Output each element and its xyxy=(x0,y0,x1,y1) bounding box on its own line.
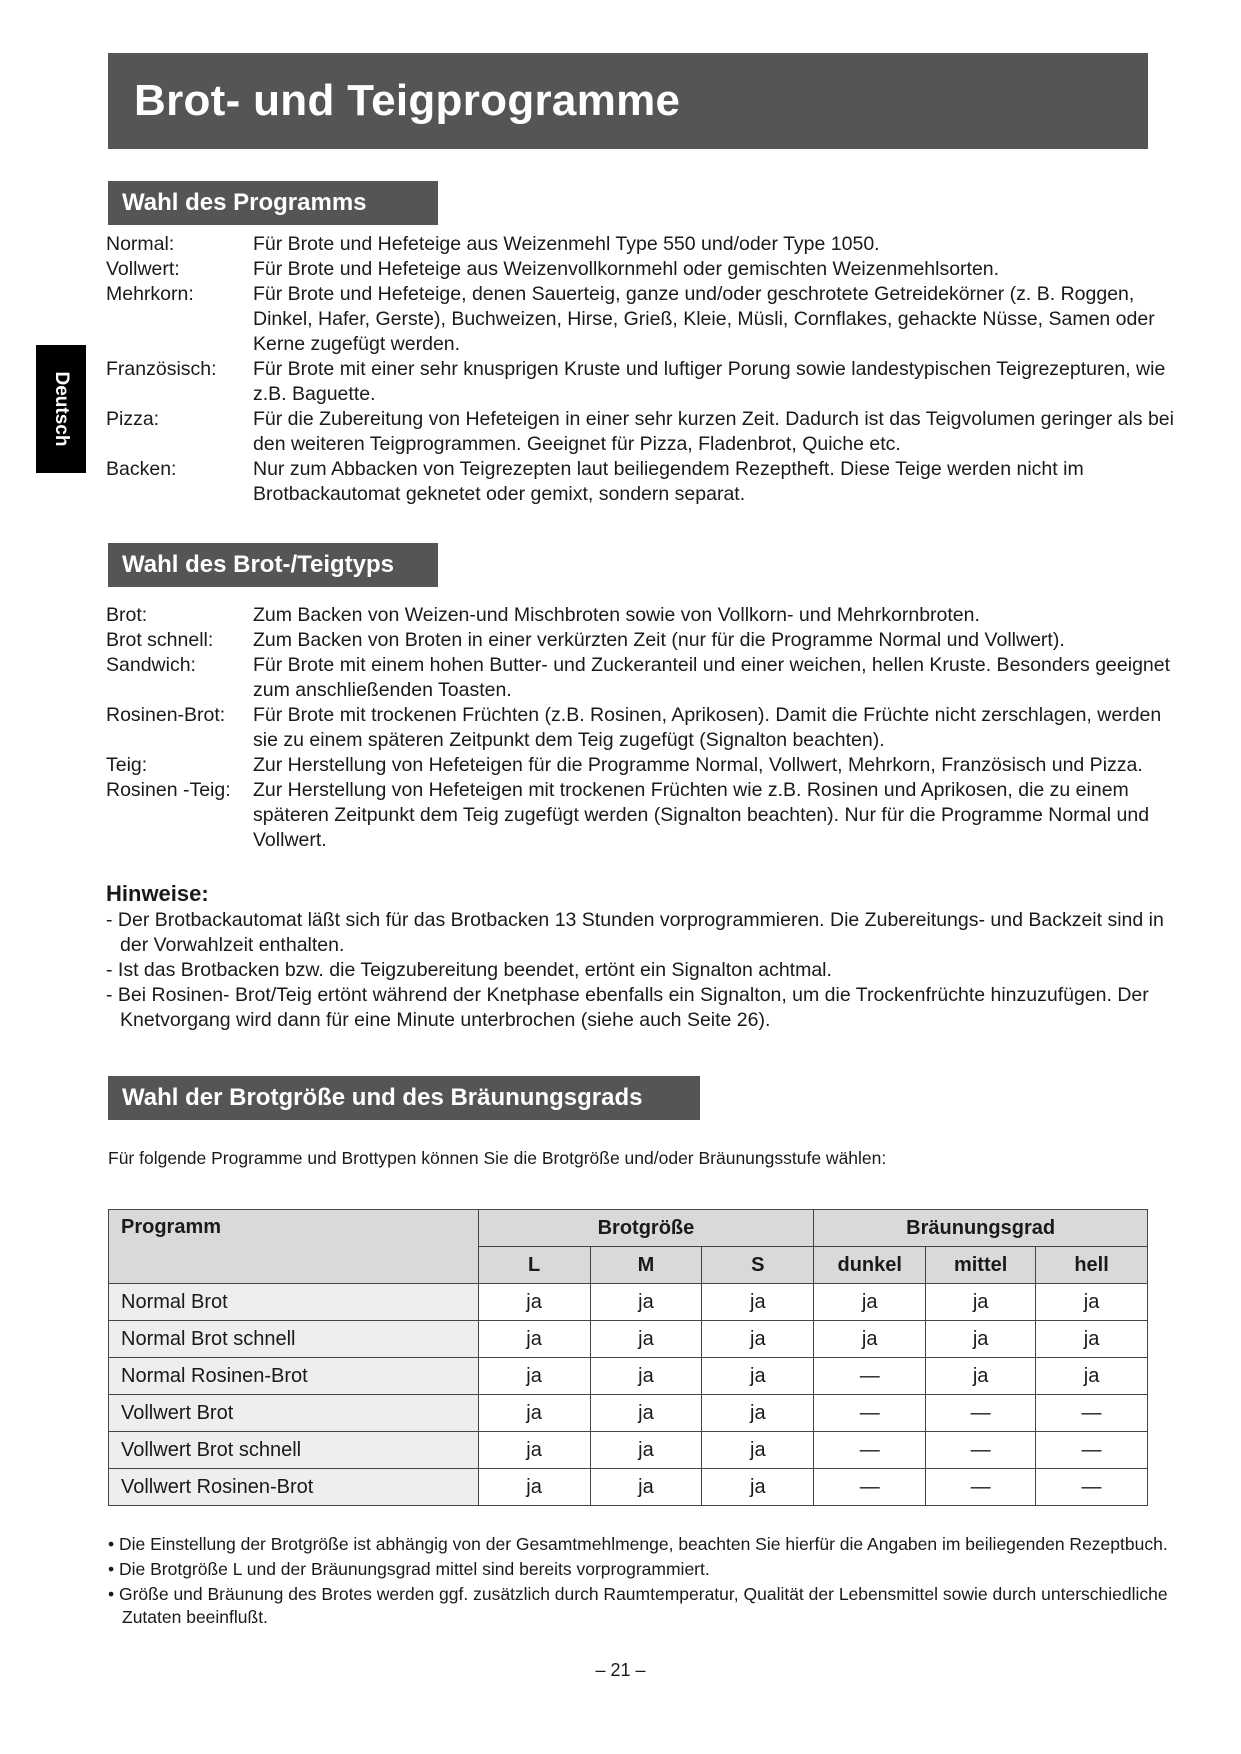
table-cell: ja xyxy=(814,1321,926,1358)
definition-row xyxy=(106,753,1186,778)
table-cell: — xyxy=(814,1395,926,1432)
definition-term: Teig: xyxy=(106,754,148,776)
row-label: Normal Rosinen-Brot xyxy=(109,1358,479,1395)
definition-text: Für Brote und Hefeteige aus Weizenmehl Type 550 und/oder Type 1050. xyxy=(253,233,880,255)
bullet-item: • Die Brotgröße L und der Bräunungsgrad mittel sind bereits vorprogrammiert. xyxy=(108,1559,710,1579)
table-cell: ja xyxy=(814,1284,926,1321)
definition-row xyxy=(106,407,1186,457)
definition-term: Rosinen -Teig: xyxy=(106,779,231,801)
definition-term: Pizza: xyxy=(106,408,160,430)
table-cell: ja xyxy=(926,1321,1036,1358)
table-cell: ja xyxy=(590,1395,702,1432)
definition-text: Für Brote mit trockenen Früchten (z.B. Rosinen, Aprikosen). Damit die Früchte nicht zerschlagen, werden sie zu einem späteren Zeitpunkt dem Teig zugefügt (Signalton beachten). xyxy=(253,704,1162,751)
table-cell: ja xyxy=(1036,1284,1148,1321)
table-cell: ja xyxy=(590,1284,702,1321)
section-heading-bread-type: Wahl des Brot-/Teigtyps xyxy=(108,543,438,587)
table-cell: ja xyxy=(478,1321,590,1358)
footnote-bullets xyxy=(108,1533,1168,1631)
definition-text: Für Brote mit einer sehr knusprigen Kruste und luftiger Porung sowie landestypischen Teigrezepturen, wie z.B. Baguette. xyxy=(253,358,1166,405)
table-cell: ja xyxy=(702,1395,814,1432)
definition-text: Zum Backen von Broten in einer verkürzten Zeit (nur für die Programme Normal und Vollwert). xyxy=(253,629,1065,651)
definition-term: Französisch: xyxy=(106,358,217,380)
size-group-header: Brotgröße xyxy=(478,1210,814,1247)
table-cell: ja xyxy=(478,1469,590,1506)
browning-medium-header: mittel xyxy=(926,1247,1036,1284)
table-cell: — xyxy=(814,1469,926,1506)
section-heading-programs: Wahl des Programms xyxy=(108,181,438,225)
row-label: Vollwert Brot xyxy=(109,1395,479,1432)
definition-term: Sandwich: xyxy=(106,654,196,676)
table-row xyxy=(109,1469,1148,1506)
definition-term: Normal: xyxy=(106,233,175,255)
note-item: - Ist das Brotbacken bzw. die Teigzubereitung beendet, ertönt ein Signalton achtmal. xyxy=(106,959,832,981)
definition-row xyxy=(106,628,1186,653)
table-cell: — xyxy=(1036,1432,1148,1469)
definition-term: Vollwert: xyxy=(106,258,180,280)
language-tab xyxy=(36,345,86,473)
row-label: Vollwert Brot schnell xyxy=(109,1432,479,1469)
definition-term: Rosinen-Brot: xyxy=(106,704,226,726)
definition-row xyxy=(106,703,1186,753)
table-cell: ja xyxy=(478,1358,590,1395)
page-title: Brot- und Teigprogramme xyxy=(108,53,1148,149)
table-cell: ja xyxy=(590,1432,702,1469)
definition-text: Nur zum Abbacken von Teigrezepten laut beiliegendem Rezeptheft. Diese Teige werden nicht im Brotbackautomat geknetet oder gemixt, sondern separat. xyxy=(253,458,1084,505)
row-label: Normal Brot xyxy=(109,1284,479,1321)
table-cell: ja xyxy=(590,1321,702,1358)
table-cell: ja xyxy=(702,1284,814,1321)
table-cell: — xyxy=(1036,1395,1148,1432)
table-cell: ja xyxy=(702,1469,814,1506)
table-row xyxy=(109,1432,1148,1469)
table-cell: ja xyxy=(478,1284,590,1321)
table-cell: ja xyxy=(702,1358,814,1395)
definition-text: Zum Backen von Weizen-und Mischbroten sowie von Vollkorn- und Mehrkornbroten. xyxy=(253,604,980,626)
row-label: Vollwert Rosinen-Brot xyxy=(109,1469,479,1506)
table-cell: ja xyxy=(702,1432,814,1469)
definition-row xyxy=(106,603,1186,628)
definition-text: Zur Herstellung von Hefeteigen mit trockenen Früchten wie z.B. Rosinen und Aprikosen, die zu einem späteren Zeitpunkt dem Teig zugefügt werden (Signalton beachten). Nur für die Programme Normal und Vollwert. xyxy=(253,779,1150,851)
notes-title: Hinweise: xyxy=(106,881,209,906)
table-cell: — xyxy=(814,1432,926,1469)
table-cell: ja xyxy=(1036,1321,1148,1358)
page-number: – 21 – xyxy=(595,1660,646,1680)
size-m-header: M xyxy=(590,1247,702,1284)
definition-term: Backen: xyxy=(106,458,177,480)
definition-text: Für Brote und Hefeteige, denen Sauerteig, ganze und/oder geschrotete Getreidekörner (z. B. Roggen, Dinkel, Hafer, Gerste), Buchweizen, Hirse, Grieß, Kleie, Müsli, Cornflakes, gehackte Nüsse, Samen oder Kerne zugefügt werden. xyxy=(253,283,1155,355)
table-cell: ja xyxy=(926,1358,1036,1395)
browning-group-header: Bräunungsgrad xyxy=(814,1210,1148,1247)
table-cell: — xyxy=(1036,1469,1148,1506)
table-cell: ja xyxy=(478,1395,590,1432)
definition-term: Brot: xyxy=(106,604,148,626)
definition-text: Für die Zubereitung von Hefeteigen in einer sehr kurzen Zeit. Dadurch ist das Teigvolumen geringer als bei den weiteren Teigprogrammen. Geeignet für Pizza, Fladenbrot, Quiche etc. xyxy=(253,408,1174,455)
table-row xyxy=(109,1284,1148,1321)
table-cell: — xyxy=(926,1432,1036,1469)
table-row xyxy=(109,1395,1148,1432)
program-column-header: Programm xyxy=(109,1210,479,1284)
definition-term: Mehrkorn: xyxy=(106,283,194,305)
definition-row xyxy=(106,653,1186,703)
table-cell: — xyxy=(926,1395,1036,1432)
note-item: - Bei Rosinen- Brot/Teig ertönt während der Knetphase ebenfalls ein Signalton, um die Trockenfrüchte hinzuzufügen. Der Knetvorgang wird dann für eine Minute unterbrochen (siehe auch Seite 26). xyxy=(106,984,1149,1031)
definition-text: Für Brote mit einem hohen Butter- und Zuckeranteil und einer weichen, hellen Kruste. Besonders geeignet zum anschließenden Toasten. xyxy=(253,654,1171,701)
size-s-header: S xyxy=(702,1247,814,1284)
browning-light-header: hell xyxy=(1036,1247,1148,1284)
definition-text: Für Brote und Hefeteige aus Weizenvollkornmehl oder gemischten Weizenmehlsorten. xyxy=(253,258,1000,280)
definition-row xyxy=(106,357,1186,407)
language-tab-label: Deutsch xyxy=(51,371,72,447)
table-row xyxy=(109,1321,1148,1358)
table-row xyxy=(109,1358,1148,1395)
program-definitions xyxy=(106,232,1186,507)
table-cell: — xyxy=(814,1358,926,1395)
size-l-header: L xyxy=(478,1247,590,1284)
table-cell: ja xyxy=(590,1469,702,1506)
definition-row xyxy=(106,457,1186,507)
definition-row xyxy=(106,232,1186,257)
table-cell: ja xyxy=(702,1321,814,1358)
section-heading-size-browning: Wahl der Brotgröße und des Bräunungsgrads xyxy=(108,1076,700,1120)
table-intro: Für folgende Programme und Brottypen können Sie die Brotgröße und/oder Bräunungsstufe wählen: xyxy=(108,1148,887,1168)
row-label: Normal Brot schnell xyxy=(109,1321,479,1358)
definition-row xyxy=(106,778,1186,853)
definition-row xyxy=(106,282,1186,357)
size-browning-table xyxy=(108,1209,1148,1506)
notes-list xyxy=(106,908,1166,1033)
browning-dark-header: dunkel xyxy=(814,1247,926,1284)
bullet-item: • Größe und Bräunung des Brotes werden ggf. zusätzlich durch Raumtemperatur, Qualität der Lebensmittel sowie durch unterschiedliche Zutaten beeinflußt. xyxy=(108,1584,1168,1627)
definition-term: Brot schnell: xyxy=(106,629,214,651)
table-cell: ja xyxy=(1036,1358,1148,1395)
table-cell: ja xyxy=(926,1284,1036,1321)
definition-text: Zur Herstellung von Hefeteigen für die Programme Normal, Vollwert, Mehrkorn, Französisch und Pizza. xyxy=(253,754,1143,776)
bullet-item: • Die Einstellung der Brotgröße ist abhängig von der Gesamtmehlmenge, beachten Sie hierfür die Angaben im beiliegenden Rezeptbuch. xyxy=(108,1534,1168,1554)
table-cell: — xyxy=(926,1469,1036,1506)
definition-row xyxy=(106,257,1186,282)
table-cell: ja xyxy=(478,1432,590,1469)
table-header-row xyxy=(109,1210,1148,1247)
bread-type-definitions xyxy=(106,603,1186,853)
table-cell: ja xyxy=(590,1358,702,1395)
note-item: - Der Brotbackautomat läßt sich für das Brotbacken 13 Stunden vorprogrammieren. Die Zubereitungs- und Backzeit sind in der Vorwahlzeit enthalten. xyxy=(106,909,1164,956)
